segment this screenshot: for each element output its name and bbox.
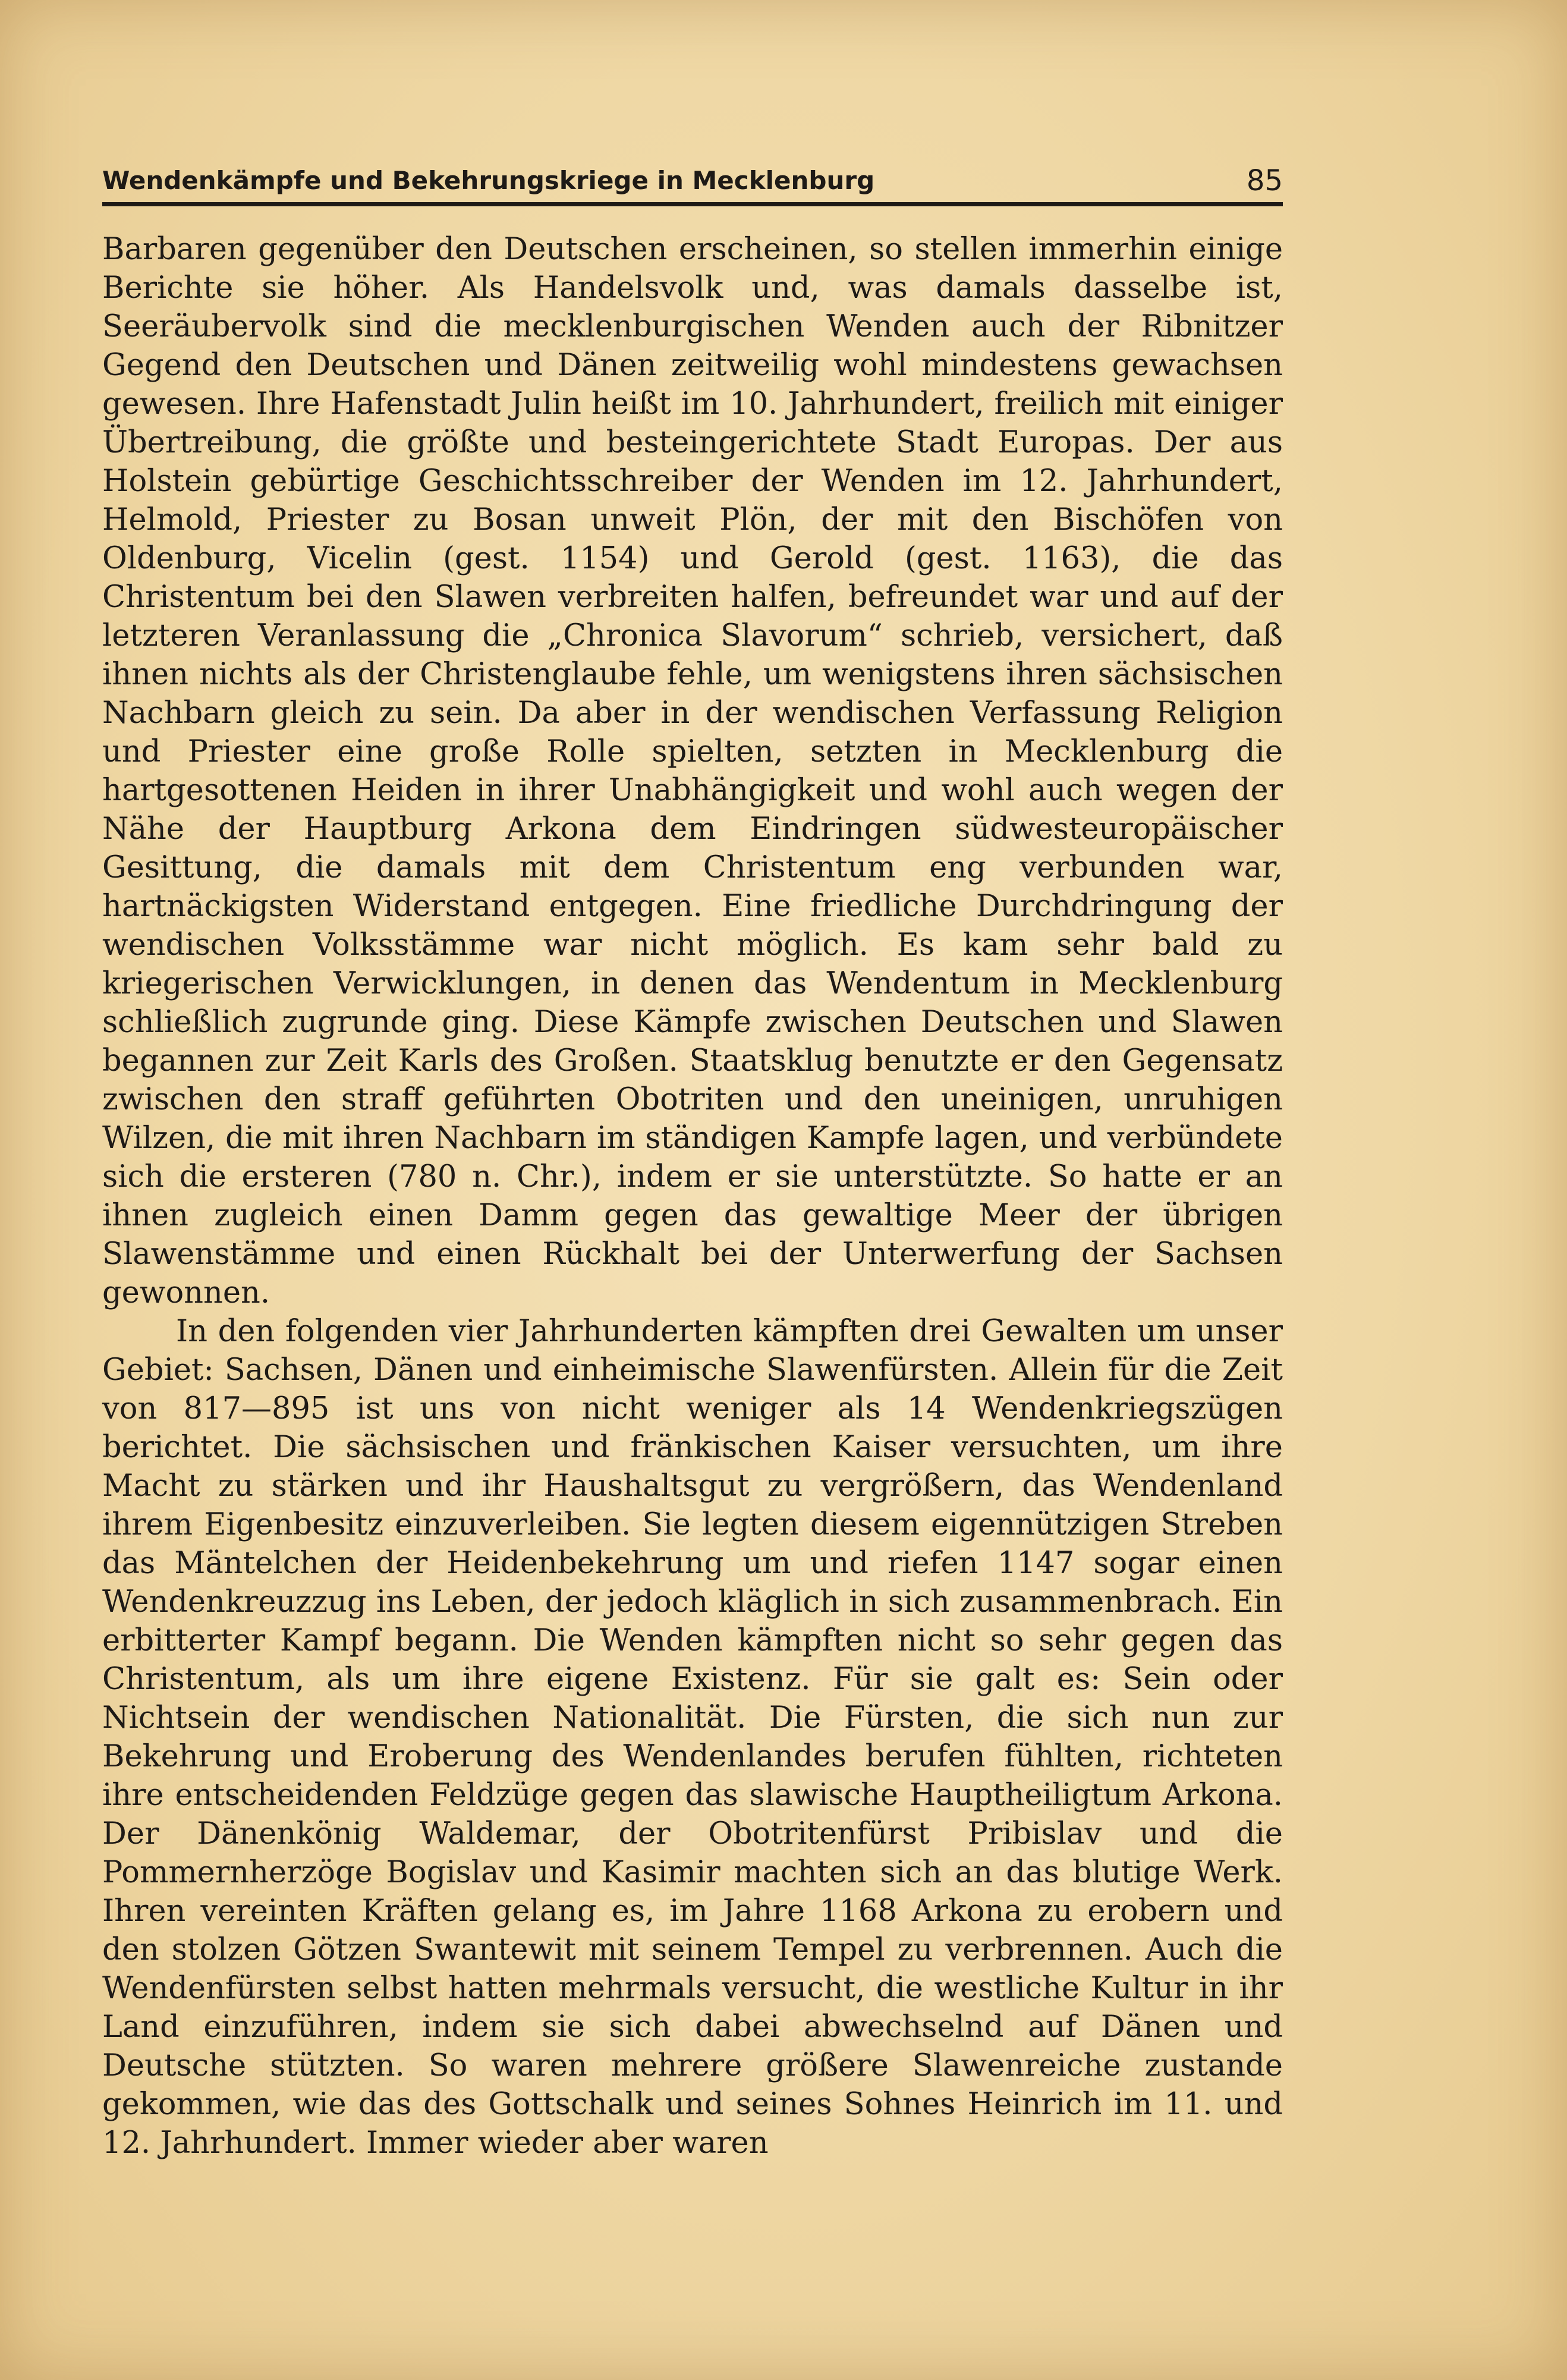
paragraph-1: Barbaren gegenüber den Deutschen erscheinen, so stellen immerhin einige Berichte sie höher. Als Handelsvolk und, was damals dasselbe ist, Seeräubervolk sind die mecklenburgischen Wenden auch der Ribnitzer Gegend den Deutschen und Dänen zeitweilig wohl mindestens gewachsen gewesen. Ihre Hafenstadt Julin heißt im 10. Jahrhundert, freilich mit einiger Übertreibung, die größte und besteingerichtete Stadt Europas. Der aus Holstein gebürtige Geschichtsschreiber der Wenden im 12. Jahrhundert, Helmold, Priester zu Bosan unweit Plön, der mit den Bischöfen von Oldenburg, Vicelin (gest. 1154) und Gerold (gest. 1163), die das Christentum bei den Slawen verbreiten halfen, befreundet war und auf der letzteren Veranlassung die „Chronica Slavorum“ schrieb, versichert, daß ihnen nichts als der Christenglaube fehle, um wenigstens ihren sächsischen Nachbarn gleich zu sein. Da aber in der wendischen Verfassung Religion und Priester eine große Rolle spielten, setzten in Mecklenburg die hartgesottenen Heiden in ihrer Unabhängigkeit und wohl auch wegen der Nähe der Hauptburg Arkona dem Eindringen südwesteuropäischer Gesittung, die damals mit dem Christentum eng verbunden war, hartnäckigsten Widerstand entgegen. Eine friedliche Durchdringung der wendischen Volksstämme war nicht möglich. Es kam sehr bald zu kriegerischen Verwicklungen, in denen das Wendentum in Mecklenburg schließlich zugrunde ging. Diese Kämpfe zwischen Deutschen und Slawen begannen zur Zeit Karls des Großen. Staatsklug benutzte er den Gegensatz zwischen den straff geführten Obotriten und den uneinigen, unruhigen Wilzen, die mit ihren Nachbarn im ständigen Kampfe lagen, und verbündete sich die ersteren (780 n. Chr.), indem er sie unterstützte. So hatte er an ihnen zugleich einen Damm gegen das gewaltige Meer der übrigen Slawenstämme und einen Rückhalt bei der Unterwerfung der Sachsen gewonnen. [102,232,1283,1310]
running-header [102,159,1283,206]
page-content [102,159,1283,2252]
running-title: Wendenkämpfe und Bekehrungskriege in Mecklenburg [102,166,875,195]
page-number: 85 [1246,164,1283,197]
paragraph-2: In den folgenden vier Jahrhunderten kämpften drei Gewalten um unser Gebiet: Sachsen, Dänen und einheimische Slawenfürsten. Allein für die Zeit von 817—895 ist uns von nicht weniger als 14 Wendenkriegszügen berichtet. Die sächsischen und fränkischen Kaiser versuchten, um ihre Macht zu stärken und ihr Haushaltsgut zu vergrößern, das Wendenland ihrem Eigenbesitz einzuverleiben. Sie legten diesem eigennützigen Streben das Mäntelchen der Heidenbekehrung um und riefen 1147 sogar einen Wendenkreuzzug ins Leben, der jedoch kläglich in sich zusammenbrach. Ein erbitterter Kampf begann. Die Wenden kämpften nicht so sehr gegen das Christentum, als um ihre eigene Existenz. Für sie galt es: Sein oder Nichtsein der wendischen Nationalität. Die Fürsten, die sich nun zur Bekehrung und Eroberung des Wendenlandes berufen fühlten, richteten ihre entscheidenden Feldzüge gegen das slawische Hauptheiligtum Arkona. Der Dänenkönig Waldemar, der Obotritenfürst Pribislav und die Pommernherzöge Bogislav und Kasimir machten sich an das blutige Werk. Ihren vereinten Kräften gelang es, im Jahre 1168 Arkona zu erobern und den stolzen Götzen Swantewit mit seinem Tempel zu verbrennen. Auch die Wendenfürsten selbst hatten mehrmals versucht, die westliche Kultur in ihr Land einzuführen, indem sie sich dabei abwechselnd auf Dänen und Deutsche stützten. So waren mehrere größere Slawenreiche zustande gekommen, wie das des Gottschalk und seines Sohnes Heinrich im 11. und 12. Jahrhundert. Immer wieder aber waren [102,1314,1283,2161]
body-text [102,230,1283,2162]
